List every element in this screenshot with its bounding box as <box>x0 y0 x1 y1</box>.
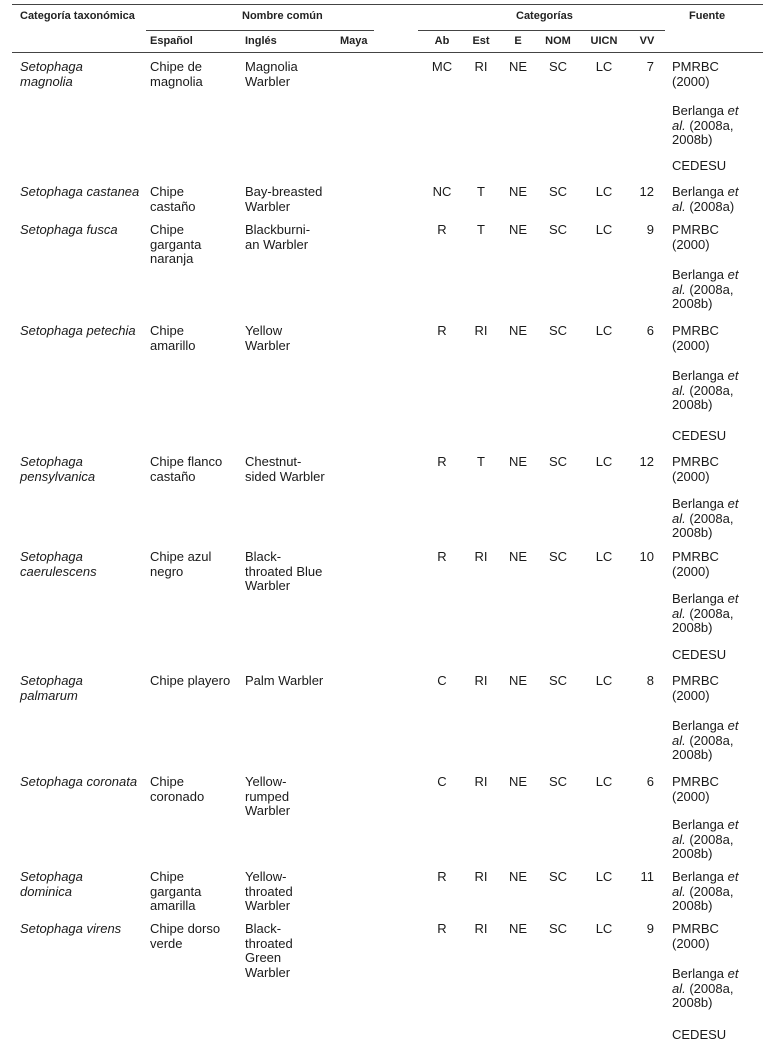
scientific-name: Setophaga petechia <box>20 323 136 338</box>
scientific-name: Setophaga fusca <box>20 222 118 237</box>
category-est: RI <box>474 673 488 688</box>
english-name: throated Blue <box>245 563 323 579</box>
category-ab: MC <box>431 59 453 74</box>
category-est: RI <box>474 921 488 936</box>
source-citation: PMRBC <box>672 673 719 688</box>
header-ab: Ab <box>434 35 450 47</box>
header-taxon: Categoría taxonómica <box>20 10 135 22</box>
scientific-name: Setophaga <box>20 673 83 688</box>
header-ingles: Inglés <box>245 35 277 47</box>
category-ab: NC <box>432 184 452 199</box>
category-vv: 6 <box>646 323 654 338</box>
header-maya: Maya <box>340 35 368 47</box>
sub-rule-categories <box>418 30 665 31</box>
spanish-name: Chipe <box>150 222 184 237</box>
header-categories: Categorías <box>516 10 573 22</box>
header-nom: NOM <box>545 35 571 47</box>
source-citation: Berlanga et <box>672 184 739 199</box>
source-citation: PMRBC <box>672 222 719 237</box>
header-bottom-rule <box>12 52 763 53</box>
category-e: NE <box>508 921 528 936</box>
english-name: an Warbler <box>245 236 309 252</box>
english-name: Warbler <box>245 964 291 980</box>
header-e: E <box>514 35 522 47</box>
header-uicn: UICN <box>590 35 618 47</box>
source-citation: al. (2008a, <box>672 382 734 398</box>
category-est: T <box>477 184 485 199</box>
source-citation: (2000) <box>672 687 710 703</box>
source-citation: (2000) <box>672 236 710 252</box>
spanish-name: Chipe azul <box>150 549 212 564</box>
category-e: NE <box>508 323 528 338</box>
source-citation: (2000) <box>672 468 710 484</box>
source-citation: PMRBC <box>672 59 719 74</box>
english-name: Palm Warbler <box>245 673 324 688</box>
category-uicn: LC <box>595 921 613 936</box>
spanish-name: Chipe <box>150 184 184 199</box>
scientific-name: magnolia <box>20 73 73 89</box>
category-uicn: LC <box>595 774 613 789</box>
category-uicn: LC <box>595 673 613 688</box>
category-ab: R <box>437 549 447 564</box>
category-e: NE <box>508 222 528 237</box>
spanish-name: coronado <box>150 788 205 804</box>
spanish-name: garganta <box>150 883 202 899</box>
category-e: NE <box>508 869 528 884</box>
source-citation: (2000) <box>672 788 710 804</box>
source-citation: (2000) <box>672 935 710 951</box>
english-name: Magnolia <box>245 59 298 74</box>
english-name: Green <box>245 950 282 965</box>
category-e: NE <box>508 673 528 688</box>
scientific-name: Setophaga coronata <box>20 774 138 789</box>
source-citation: (2000) <box>672 73 710 89</box>
spanish-name: garganta <box>150 236 202 252</box>
category-est: RI <box>474 774 488 789</box>
scientific-name: Setophaga <box>20 59 83 74</box>
source-citation: 2008b) <box>672 132 713 147</box>
english-name: Yellow- <box>245 869 287 884</box>
scientific-name: Setophaga <box>20 549 83 564</box>
category-vv: 8 <box>646 673 654 688</box>
english-name: Yellow <box>245 323 283 338</box>
header-espanol: Español <box>150 35 193 47</box>
spanish-name: amarilla <box>150 898 196 913</box>
category-nom: SC <box>548 184 568 199</box>
category-nom: SC <box>548 921 568 936</box>
spanish-name: Chipe flanco <box>150 454 223 469</box>
category-ab: R <box>437 869 447 884</box>
header-est: Est <box>472 35 490 47</box>
category-est: T <box>477 454 485 469</box>
source-citation: 2008b) <box>672 525 713 540</box>
source-citation: Berlanga et <box>672 817 739 832</box>
spanish-name: castaño <box>150 468 196 484</box>
source-citation: Berlanga et <box>672 718 739 733</box>
english-name: sided Warbler <box>245 468 325 484</box>
scientific-name: palmarum <box>20 687 78 703</box>
category-uicn: LC <box>595 59 613 74</box>
category-ab: C <box>437 673 447 688</box>
scientific-name: dominica <box>20 883 73 899</box>
category-vv: 10 <box>639 549 654 564</box>
category-ab: C <box>437 774 447 789</box>
category-e: NE <box>508 184 528 199</box>
category-est: RI <box>474 323 488 338</box>
source-citation: Berlanga et <box>672 496 739 511</box>
english-name: Warbler <box>245 73 291 89</box>
sub-rule-common-name <box>146 30 374 31</box>
source-citation: CEDESU <box>672 647 727 662</box>
source-citation: al. (2008a, <box>672 117 734 133</box>
category-est: RI <box>474 869 488 884</box>
category-vv: 12 <box>639 454 654 469</box>
category-uicn: LC <box>595 184 613 199</box>
source-citation: Berlanga et <box>672 368 739 383</box>
category-uicn: LC <box>595 549 613 564</box>
spanish-name: Chipe de <box>150 59 203 74</box>
category-uicn: LC <box>595 222 613 237</box>
scientific-name: caerulescens <box>20 563 97 579</box>
scientific-name: pensylvanica <box>20 468 96 484</box>
source-citation: al. (2008a, <box>672 732 734 748</box>
english-name: throated <box>245 935 293 951</box>
category-vv: 12 <box>639 184 654 199</box>
source-citation: Berlanga et <box>672 591 739 606</box>
english-name: Bay-breasted <box>245 184 323 199</box>
category-nom: SC <box>548 454 568 469</box>
source-citation: al. (2008a, <box>672 831 734 847</box>
spanish-name: Chipe <box>150 869 184 884</box>
english-name: Warbler <box>245 337 291 353</box>
category-nom: SC <box>548 222 568 237</box>
category-e: NE <box>508 454 528 469</box>
category-ab: R <box>437 323 447 338</box>
category-vv: 6 <box>646 774 654 789</box>
category-uicn: LC <box>595 454 613 469</box>
spanish-name: castaño <box>150 198 196 214</box>
category-nom: SC <box>548 869 568 884</box>
scientific-name: Setophaga <box>20 454 83 469</box>
category-nom: SC <box>548 774 568 789</box>
english-name: Blackburni- <box>245 222 311 237</box>
category-e: NE <box>508 774 528 789</box>
source-citation: 2008b) <box>672 995 713 1010</box>
spanish-name: Chipe playero <box>150 673 231 688</box>
scientific-name: Setophaga virens <box>20 921 122 936</box>
source-citation: 2008b) <box>672 846 713 861</box>
source-citation: Berlanga et <box>672 966 739 981</box>
source-citation: PMRBC <box>672 323 719 338</box>
source-citation: CEDESU <box>672 428 727 443</box>
english-name: Warbler <box>245 198 291 214</box>
category-uicn: LC <box>595 869 613 884</box>
source-citation: CEDESU <box>672 1027 727 1042</box>
scientific-name: Setophaga <box>20 869 83 884</box>
category-vv: 9 <box>646 222 654 237</box>
category-ab: R <box>437 921 447 936</box>
header-common-name: Nombre común <box>242 10 323 22</box>
source-citation: al. (2008a, <box>672 883 734 899</box>
scientific-name: Setophaga castanea <box>20 184 140 199</box>
source-citation: PMRBC <box>672 921 719 936</box>
source-citation: al. (2008a, <box>672 605 734 621</box>
english-name: throated <box>245 883 293 899</box>
category-vv: 11 <box>640 869 654 884</box>
english-name: Chestnut- <box>245 454 302 469</box>
spanish-name: amarillo <box>150 337 196 353</box>
category-nom: SC <box>548 673 568 688</box>
category-vv: 9 <box>646 921 654 936</box>
source-citation: PMRBC <box>672 454 719 469</box>
spanish-name: naranja <box>150 251 194 266</box>
source-citation: Berlanga et <box>672 103 739 118</box>
source-citation: (2000) <box>672 337 710 353</box>
category-nom: SC <box>548 59 568 74</box>
header-vv: VV <box>639 35 655 47</box>
english-name: Yellow- <box>245 774 287 789</box>
source-citation: 2008b) <box>672 296 713 311</box>
category-est: T <box>477 222 485 237</box>
source-citation: (2000) <box>672 563 710 579</box>
english-name: Black- <box>245 921 282 936</box>
category-e: NE <box>508 59 528 74</box>
english-name: rumped <box>245 788 290 804</box>
english-name: Warbler <box>245 898 291 913</box>
spanish-name: Chipe <box>150 774 184 789</box>
category-ab: R <box>437 454 447 469</box>
category-nom: SC <box>548 549 568 564</box>
source-citation: 2008b) <box>672 620 713 635</box>
source-citation: Berlanga et <box>672 267 739 282</box>
category-e: NE <box>508 549 528 564</box>
category-ab: R <box>437 222 447 237</box>
source-citation: 2008b) <box>672 397 713 412</box>
source-citation: al. (2008a, <box>672 281 734 297</box>
source-citation: al. (2008a, <box>672 510 734 526</box>
category-est: RI <box>474 549 488 564</box>
spanish-name: magnolia <box>150 73 203 89</box>
spanish-name: negro <box>150 563 184 579</box>
category-uicn: LC <box>595 323 613 338</box>
spanish-name: verde <box>150 935 183 951</box>
english-name: Black- <box>245 549 282 564</box>
category-nom: SC <box>548 323 568 338</box>
spanish-name: Chipe <box>150 323 184 338</box>
category-est: RI <box>474 59 488 74</box>
source-citation: al. (2008a, <box>672 980 734 996</box>
source-citation: 2008b) <box>672 898 713 913</box>
source-citation: 2008b) <box>672 747 713 762</box>
spanish-name: Chipe dorso <box>150 921 221 936</box>
source-citation: CEDESU <box>672 158 727 173</box>
english-name: Warbler <box>245 803 291 818</box>
english-name: Warbler <box>245 578 291 593</box>
source-citation: PMRBC <box>672 549 719 564</box>
top-rule <box>12 4 763 5</box>
category-vv: 7 <box>646 59 654 74</box>
header-source: Fuente <box>689 10 726 22</box>
source-citation: al. (2008a) <box>672 198 735 214</box>
source-citation: PMRBC <box>672 774 719 789</box>
source-citation: Berlanga et <box>672 869 739 884</box>
